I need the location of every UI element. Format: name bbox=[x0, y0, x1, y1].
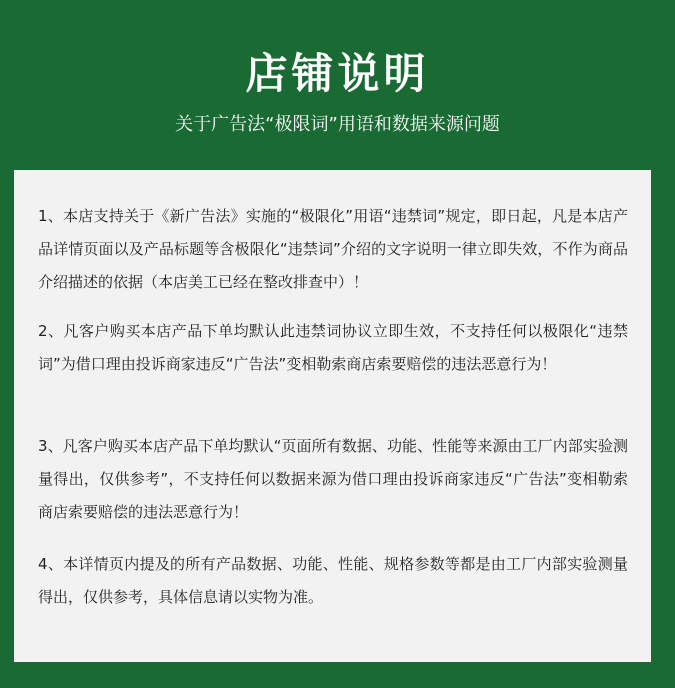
notice-paragraph-1: 1、本店支持关于《新广告法》实施的“极限化”用语“违禁词”规定，即日起，凡是本店产品详情页面以及产品标题等含极限化“违禁词”介绍的文字说明一律立即失效，不作为商品介绍描述的依据（本店美工已经在整改排查中）！ bbox=[38, 207, 628, 291]
page-subtitle: 关于广告法“极限词”用语和数据来源问题 bbox=[175, 114, 500, 135]
notice-paragraph-4: 4、本详情页内提及的所有产品数据、功能、性能、规格参数等都是由工厂内部实验测量得出，仅供参考，具体信息请以实物为准。 bbox=[38, 555, 628, 606]
page-title: 店铺说明 bbox=[245, 49, 430, 98]
notice-paragraph-3: 3、凡客户购买本店产品下单均默认“页面所有数据、功能、性能等来源由工厂内部实验测量得出，仅供参考”，不支持任何以数据来源为借口理由投诉商家违反“广告法”变相勒索商店索要赔偿的违法恶意行为！ bbox=[38, 437, 628, 521]
notice-paragraph-2: 2、凡客户购买本店产品下单均默认此违禁词协议立即生效，不支持任何以极限化“违禁词”为借口理由投诉商家违反“广告法”变相勒索商店索要赔偿的违法恶意行为！ bbox=[38, 322, 628, 373]
notice-panel bbox=[14, 170, 651, 662]
